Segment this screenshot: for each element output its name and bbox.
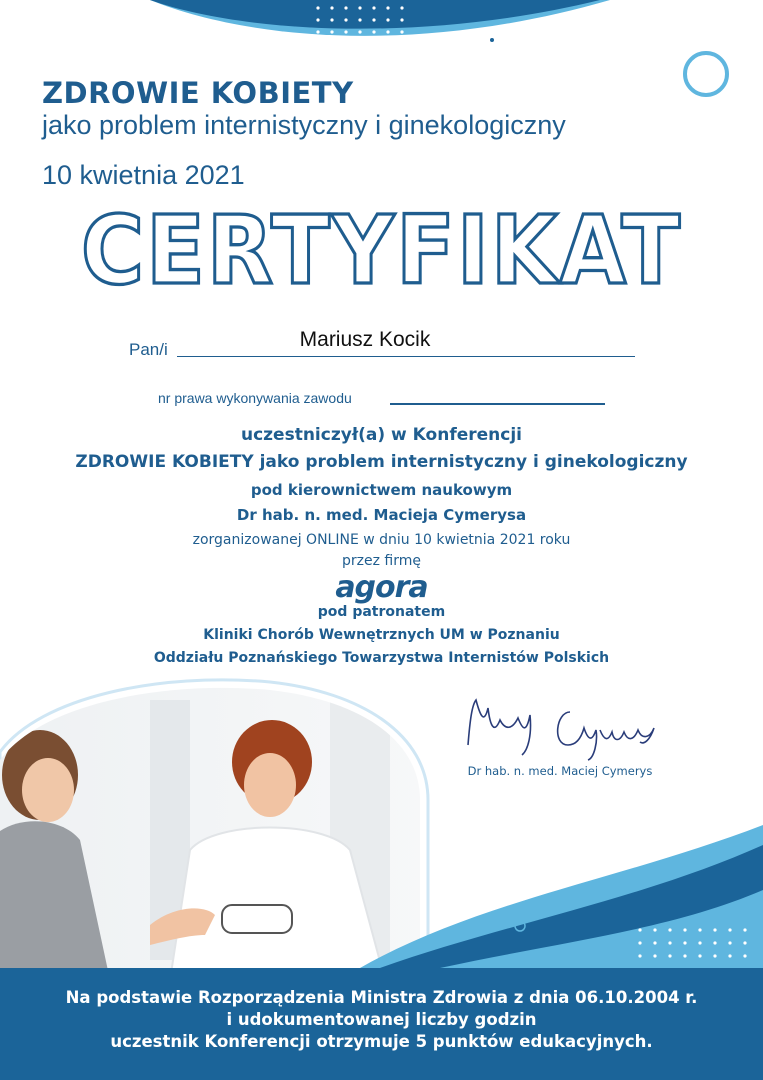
- patronage-label: pod patronatem: [317, 604, 446, 620]
- scientific-lead-name: Dr hab. n. med. Macieja Cymerysa: [236, 506, 527, 524]
- patron-society: Oddziału Poznańskiego Towarzystwa Internistów Polskich: [153, 650, 610, 666]
- agora-logo: agora: [335, 570, 428, 605]
- certificate-title: CERTYFIKAT: [80, 196, 683, 306]
- footer-line-1: Na podstawie Rozporządzenia Ministra Zdrowia z dnia 06.10.2004 r.: [65, 988, 698, 1007]
- scientific-lead-label: pod kierownictwem naukowym: [250, 481, 513, 499]
- patron-clinic: Kliniki Chorób Wewnętrznych UM w Poznaniu: [203, 627, 560, 643]
- footer-line-3: uczestnik Konferencji otrzymuje 5 punktów edukacyjnych.: [110, 1032, 653, 1051]
- participation-line: uczestniczył(a) w Konferencji: [240, 425, 523, 445]
- conference-name: ZDROWIE KOBIETY jako problem internistyczny i ginekologiczny: [75, 452, 688, 472]
- organized-line: zorganizowanej ONLINE w dniu 10 kwietnia 2021 roku: [192, 532, 571, 548]
- header-subtitle: jako problem internistyczny i ginekologiczny: [42, 110, 566, 140]
- participant-name: Mariusz Kocik: [299, 328, 431, 351]
- license-label: nr prawa wykonywania zawodu: [158, 390, 352, 406]
- footer-band: [0, 968, 763, 1080]
- by-company-line: przez firmę: [342, 553, 421, 569]
- header-title: ZDROWIE KOBIETY: [42, 76, 354, 110]
- header-date: 10 kwietnia 2021: [42, 160, 245, 190]
- footer-line-2: i udokumentowanej liczby godzin: [226, 1010, 537, 1029]
- signature-caption: Dr hab. n. med. Maciej Cymerys: [467, 764, 653, 778]
- name-label: Pan/i: [129, 340, 168, 359]
